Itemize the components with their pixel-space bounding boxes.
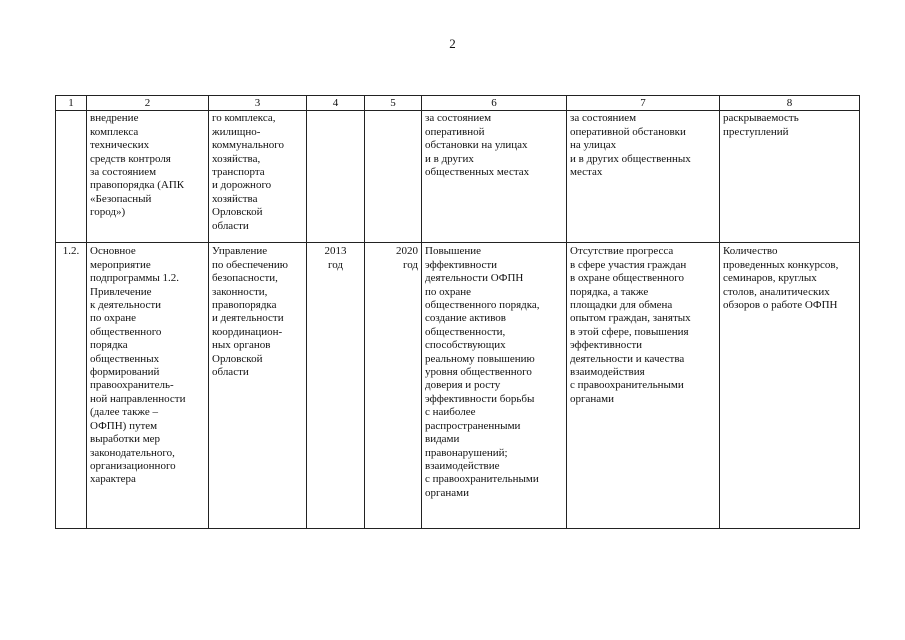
col-header-1: 1 <box>56 96 87 111</box>
cell-text-line: общественности, <box>425 325 506 338</box>
cell-measure <box>87 243 209 529</box>
cell-text-line: оперативной обстановки <box>570 125 686 138</box>
cell-text-line: Основное <box>90 245 136 258</box>
cell-text-line: общественного порядка, <box>425 299 540 312</box>
cell-text-line: ных органов <box>212 339 271 352</box>
cell-text-line: и деятельности <box>212 312 284 325</box>
cell-text-line: подпрограммы 1.2. <box>90 272 180 285</box>
cell-text-line: правонарушений; <box>425 446 508 459</box>
cell-text-line: за состоянием <box>570 112 637 125</box>
cell-text-line: органами <box>425 486 470 499</box>
cell-text-line: координацион- <box>212 325 283 338</box>
cell-text-line: и в других общественных <box>570 152 691 165</box>
cell-text-line: безопасности, <box>212 272 278 285</box>
cell-text-line: Отсутствие прогресса <box>570 245 674 258</box>
cell-expected-result <box>422 243 567 529</box>
cell-start-year <box>307 243 365 529</box>
cell-text-line: транспорта <box>212 166 265 179</box>
cell-text-line: эффективности борьбы <box>425 392 535 405</box>
cell-text-line: площадки для обмена <box>570 299 673 312</box>
cell-text-line: по обеспечению <box>212 258 289 271</box>
cell-text-line: доверия и росту <box>425 379 501 392</box>
cell-text-line: общественного <box>90 325 162 338</box>
cell-expected-result <box>422 111 567 243</box>
cell-text-line: преступлений <box>723 125 789 138</box>
cell-text-line: законности, <box>212 285 268 298</box>
cell-text-line: общественных <box>90 352 160 365</box>
header-row <box>56 96 860 111</box>
cell-text-line: столов, аналитических <box>723 285 830 298</box>
cell-text-line: Количество <box>723 245 778 258</box>
cell-text-line: проведенных конкурсов, <box>723 258 839 271</box>
cell-text-line: год <box>402 258 418 271</box>
cell-text-line: эффективности <box>570 339 643 352</box>
cell-text-line: выработки мер <box>90 433 161 446</box>
cell-indicator <box>720 111 860 243</box>
cell-text-line: обстановки на улицах <box>425 139 528 152</box>
cell-text-line: и в других <box>425 152 474 165</box>
cell-text-line: го комплекса, <box>212 112 276 125</box>
cell-text-line: город») <box>90 206 126 219</box>
cell-text-line: коммунального <box>212 139 284 152</box>
cell-text-line: на улицах <box>570 139 617 152</box>
cell-text-line: с наиболее <box>425 406 476 419</box>
cell-indicator <box>720 243 860 529</box>
cell-text-line: законодательного, <box>90 446 175 459</box>
cell-text-line: реальному повышению <box>425 352 535 365</box>
measures-table <box>55 95 860 529</box>
cell-text-line: распространенными <box>425 419 521 432</box>
cell-number <box>56 243 87 529</box>
cell-text-line: видами <box>425 433 460 446</box>
cell-text-line: Управление <box>212 245 268 258</box>
cell-consequences <box>567 111 720 243</box>
cell-responsible <box>209 243 307 529</box>
cell-end-year <box>365 243 422 529</box>
cell-text-line: семинаров, круглых <box>723 272 817 285</box>
col-header-2: 2 <box>87 96 209 111</box>
cell-text-line: комплекса <box>90 125 139 138</box>
cell-text-line: ной направленности <box>90 392 186 405</box>
cell-start-year <box>307 111 365 243</box>
cell-text-line: раскрываемость <box>723 112 799 125</box>
cell-end-year <box>365 111 422 243</box>
cell-text-line: год <box>327 258 344 271</box>
cell-text-line: правопорядка (АПК <box>90 179 185 192</box>
cell-text-line: области <box>212 366 249 379</box>
cell-text-line: опытом граждан, занятых <box>570 312 691 325</box>
cell-text-line: правоохранитель- <box>90 379 174 392</box>
cell-number <box>56 111 87 243</box>
cell-responsible <box>209 111 307 243</box>
cell-text-line: организационного <box>90 459 176 472</box>
cell-text-line: за состоянием <box>425 112 492 125</box>
cell-text-line: мероприятие <box>90 258 151 271</box>
cell-text-line: к деятельности <box>90 299 162 312</box>
cell-text-line: жилищно- <box>212 125 261 138</box>
cell-text-line: средств контроля <box>90 152 171 165</box>
cell-text-line: за состоянием <box>90 166 157 179</box>
col-header-5: 5 <box>365 96 422 111</box>
cell-text-line: формирований <box>90 366 160 379</box>
cell-text-line: способствующих <box>425 339 506 352</box>
cell-text-line: Орловской <box>212 206 263 219</box>
cell-text-line: внедрение <box>90 112 139 125</box>
cell-text-line: Повышение <box>425 245 482 258</box>
cell-measure <box>87 111 209 243</box>
cell-text-line: эффективности <box>425 258 498 271</box>
cell-text-line: общественных местах <box>425 166 530 179</box>
col-header-4: 4 <box>307 96 365 111</box>
cell-text-line: хозяйства <box>212 192 258 205</box>
cell-text-line: в сфере участия граждан <box>570 258 687 271</box>
cell-text-line: местах <box>570 166 603 179</box>
cell-text-line: хозяйства, <box>212 152 261 165</box>
table-row <box>56 243 860 529</box>
cell-text-line: по охране <box>90 312 137 325</box>
cell-text-line: 2013 <box>324 245 347 258</box>
cell-text-line: взаимодействие <box>425 459 500 472</box>
cell-text-line: по охране <box>425 285 472 298</box>
cell-text-line: Привлечение <box>90 285 152 298</box>
cell-text-line: в этой сфере, повышения <box>570 325 689 338</box>
cell-text-line: и дорожного <box>212 179 272 192</box>
cell-text-line: (далее также – <box>90 406 158 419</box>
cell-text-line: обзоров о работе ОФПН <box>723 299 838 312</box>
cell-text-line: органами <box>570 392 615 405</box>
cell-text-line: области <box>212 219 249 232</box>
cell-text-line: 2020 <box>396 245 418 258</box>
cell-text-line: правопорядка <box>212 299 277 312</box>
cell-text-line: с правоохранительными <box>425 473 539 486</box>
cell-text-line: с правоохранительными <box>570 379 684 392</box>
cell-text-line: взаимодействия <box>570 366 645 379</box>
cell-consequences <box>567 243 720 529</box>
page-number: 2 <box>449 36 456 51</box>
table-row <box>56 111 860 243</box>
cell-text-line: уровня общественного <box>425 366 532 379</box>
col-header-7: 7 <box>567 96 720 111</box>
cell-text-line: ОФПН) путем <box>90 419 158 432</box>
cell-text-line: технических <box>90 139 150 152</box>
cell-text-line: «Безопасный <box>90 192 152 205</box>
cell-text-line: характера <box>90 473 136 486</box>
cell-text-line: деятельности и качества <box>570 352 685 365</box>
cell-text-line: в охране общественного <box>570 272 685 285</box>
col-header-8: 8 <box>720 96 860 111</box>
col-header-6: 6 <box>422 96 567 111</box>
cell-text-line: порядка <box>90 339 128 352</box>
cell-text-line: 1.2. <box>62 245 80 258</box>
cell-text-line: деятельности ОФПН <box>425 272 524 285</box>
cell-text-line: порядка, а также <box>570 285 649 298</box>
col-header-3: 3 <box>209 96 307 111</box>
cell-text-line: Орловской <box>212 352 263 365</box>
cell-text-line: оперативной <box>425 125 485 138</box>
cell-text-line: создание активов <box>425 312 507 325</box>
